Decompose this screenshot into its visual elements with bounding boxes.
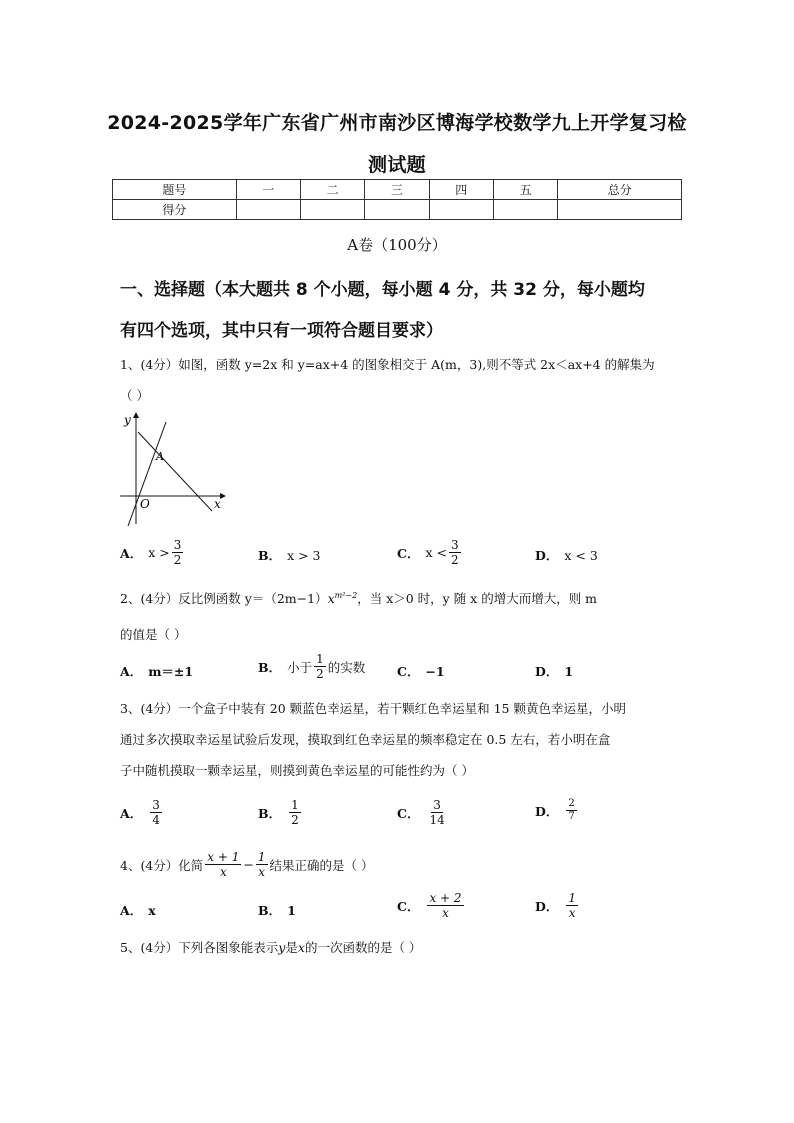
score-header-cell: 三 [365, 180, 429, 200]
option-text: x > 3 [287, 547, 321, 563]
score-header-cell: 二 [300, 180, 364, 200]
fraction [566, 798, 576, 823]
q1-stem-line1: 1、(4分）如图，函数 y=2x 和 y=ax+4 的图象相交于 A(m，3),则不等式 2x＜ax+4 的解集为 [120, 357, 655, 372]
option-label: B． [258, 659, 282, 675]
score-header-cell: 总分 [558, 180, 682, 200]
q1-option-c [397, 538, 463, 567]
score-header-cell: 题号 [113, 180, 237, 200]
score-table-score-row [113, 200, 682, 220]
q5-text-mid: 是 [285, 940, 298, 955]
y-axis-label: y [124, 413, 131, 427]
fraction [427, 798, 446, 827]
score-table [112, 179, 682, 220]
option-text: 1 [564, 663, 574, 679]
q4-option-c [397, 891, 466, 920]
score-cell [365, 200, 429, 220]
fraction [150, 798, 162, 827]
option-label: C． [397, 805, 420, 821]
score-cell [300, 200, 364, 220]
score-header-cell: 一 [236, 180, 300, 200]
section-heading-line1: 一、选择题（本大题共 8 个小题，每小题 4 分，共 32 分，每小题均 [120, 280, 645, 300]
option-label: A． [120, 545, 143, 561]
y-axis-arrow [133, 412, 139, 418]
fraction [314, 652, 326, 681]
option-label: D． [535, 803, 559, 819]
option-label: C． [397, 545, 420, 561]
page-title-line2: 测试题 [368, 154, 426, 176]
denominator: x [568, 906, 576, 920]
denominator: 2 [173, 553, 182, 567]
option-label: B． [258, 805, 282, 821]
score-table-header-row [113, 180, 682, 200]
origin-label: O [140, 497, 150, 511]
option-label: A． [120, 903, 143, 918]
q4-option-b [258, 901, 296, 919]
score-row-label: 得分 [113, 200, 237, 220]
denominator: 2 [450, 553, 459, 567]
q4-option-a [120, 901, 156, 919]
q3-option-a [120, 798, 164, 827]
q1-function-graph [116, 408, 226, 530]
q2-text-pre: 2、(4分）反比例函数 y＝（2m−1） [120, 591, 328, 606]
option-label: C． [397, 898, 420, 914]
q2-option-c [397, 662, 445, 680]
q3-stem-line2: 通过多次摸取幸运星试验后发现，摸取到红色幸运星的频率稳定在 0.5 左右，若小明在盒 [120, 732, 611, 747]
q3-option-c [397, 798, 449, 827]
q5-text-post: 的一次函数的是（ ） [304, 940, 422, 955]
page-title-line1: 2024-2025学年广东省广州市南沙区博海学校数学九上开学复习检 [107, 112, 687, 134]
numerator: 1 [316, 652, 324, 666]
denominator: 7 [568, 811, 575, 822]
option-label: D． [535, 664, 559, 679]
option-text: m＝±1 [148, 664, 194, 679]
fraction [172, 538, 184, 567]
q3-option-b [258, 798, 303, 827]
option-text: x < [425, 545, 447, 560]
q1-option-a [120, 538, 185, 567]
q2-exponent: m²−2 [334, 590, 358, 600]
numerator: x + 2 [429, 891, 462, 905]
x-axis-arrow [220, 493, 226, 499]
option-label: A． [120, 664, 143, 679]
fraction [289, 798, 301, 827]
option-text: x > [148, 545, 170, 560]
q4-option-d [535, 891, 580, 920]
denominator: 2 [291, 813, 299, 827]
q1-stem-line2: （ ） [120, 388, 149, 403]
q5-var-y: y [278, 940, 286, 955]
denominator: x [442, 906, 449, 920]
numerator: 3 [433, 798, 441, 812]
fraction [566, 891, 578, 920]
q5-text-pre: 5、(4分）下列各图象能表示 [120, 940, 279, 955]
option-label: A． [120, 805, 143, 821]
score-cell [493, 200, 557, 220]
numerator: 1 [257, 850, 266, 864]
score-cell [558, 200, 682, 220]
fraction [256, 850, 268, 879]
score-cell [429, 200, 493, 220]
point-a-label: A [156, 450, 164, 463]
option-text: 1 [287, 902, 296, 918]
q4-stem [120, 850, 374, 879]
q2-option-d [535, 662, 573, 680]
q3-stem-line1: 3、(4分）一个盒子中装有 20 颗蓝色幸运星，若干颗红色幸运星和 15 颗黄色幸运星，小明 [120, 701, 626, 716]
numerator: 2 [568, 798, 575, 809]
x-axis-label: x [214, 497, 221, 511]
option-text: −1 [425, 663, 445, 679]
numerator: 3 [173, 538, 182, 552]
numerator: 1 [291, 798, 299, 812]
q2-stem-line2: 的值是（ ） [120, 627, 187, 642]
denominator: 14 [429, 813, 445, 827]
q3-stem-line3: 子中随机摸取一颗幸运星，则摸到黄色幸运星的可能性约为（ ） [120, 763, 474, 778]
fraction [427, 891, 463, 920]
option-label: D． [535, 548, 559, 563]
option-text: 小于 [287, 659, 313, 675]
q3-option-d [535, 798, 579, 823]
score-header-cell: 五 [493, 180, 557, 200]
numerator: 3 [450, 538, 459, 552]
fraction [205, 850, 241, 879]
q2-option-b [258, 652, 365, 681]
score-header-cell: 四 [429, 180, 493, 200]
option-text: x [148, 902, 156, 918]
section-heading-line2: 有四个选项，其中只有一项符合题目要求） [120, 321, 443, 341]
option-label: B． [258, 548, 282, 563]
numerator: 1 [568, 891, 576, 905]
q2-option-a [120, 662, 193, 680]
numerator: x + 1 [207, 850, 240, 864]
q2-base: x [327, 591, 335, 606]
option-text-post: 的实数 [327, 659, 366, 675]
q5-var-x: x [297, 940, 305, 955]
score-cell [236, 200, 300, 220]
q4-text-pre: 4、(4分）化简 [120, 857, 204, 873]
fraction [449, 538, 461, 567]
q2-text-post: ，当 x＞0 时，y 随 x 的增大而增大，则 m [357, 591, 598, 606]
q5-stem [120, 938, 421, 956]
option-label: C． [397, 664, 420, 679]
numerator: 3 [152, 798, 160, 812]
q2-stem-line1 [120, 589, 597, 607]
option-label: D． [535, 898, 559, 914]
option-label: B． [258, 903, 282, 918]
q1-option-d [535, 546, 598, 564]
denominator: x [219, 865, 227, 879]
minus-sign: − [243, 857, 254, 872]
denominator: 4 [152, 813, 160, 827]
option-text: x < 3 [564, 547, 598, 563]
denominator: 2 [316, 667, 324, 681]
denominator: x [258, 865, 266, 879]
q1-option-b [258, 546, 321, 564]
paper-label: A卷（100分） [347, 236, 447, 254]
q4-text-post: 结果正确的是（ ） [269, 857, 374, 873]
